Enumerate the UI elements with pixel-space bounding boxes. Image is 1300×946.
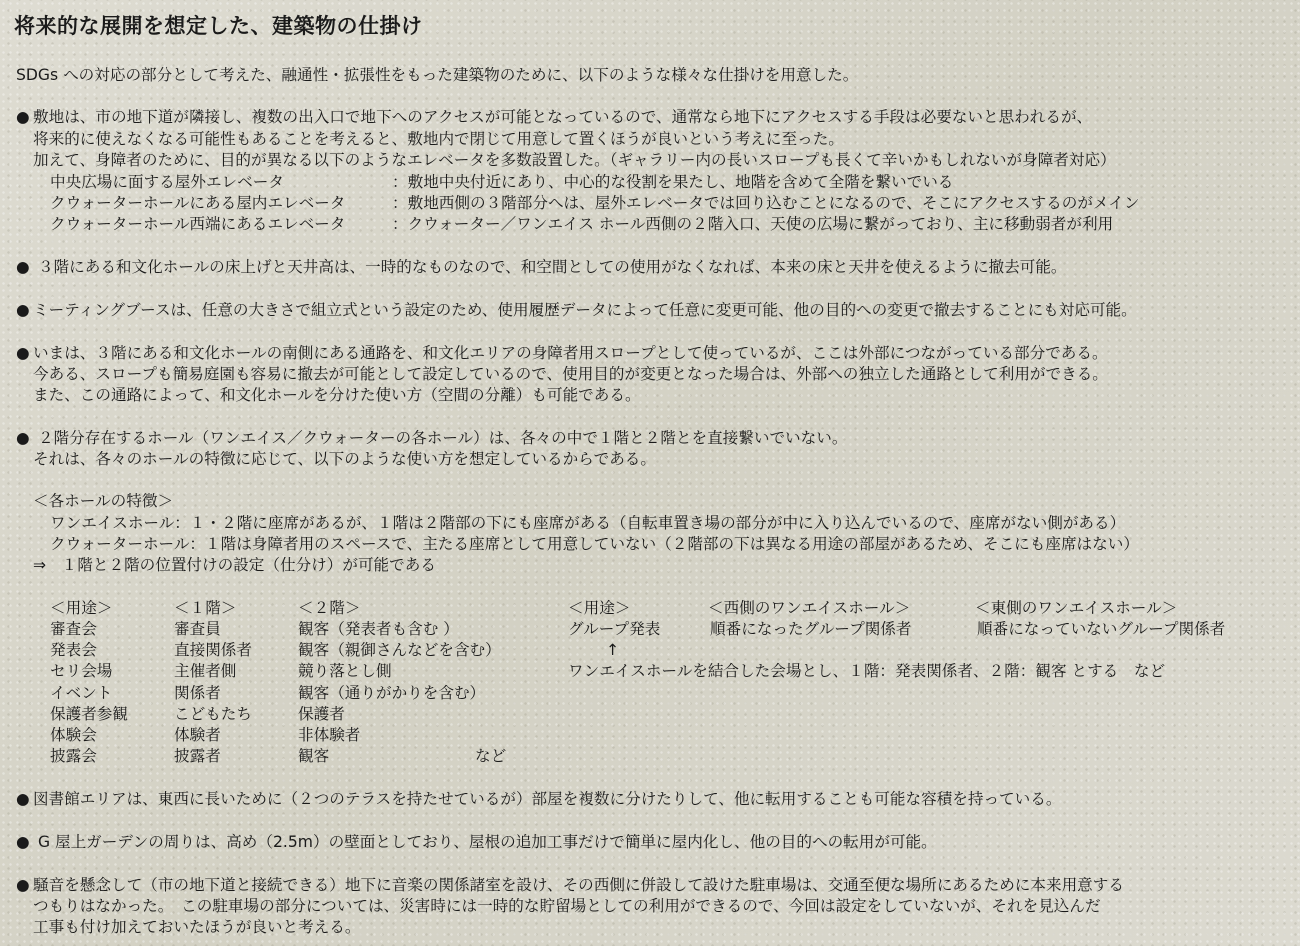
table-cell: 保護者 bbox=[298, 705, 345, 723]
table-cell: 非体験者 bbox=[298, 726, 361, 744]
table-cell: 保護者参観 bbox=[50, 705, 128, 723]
paragraph-line: 敷地は、市の地下道が隣接し、複数の出入口で地下へのアクセスが可能となっているので、通常なら地下にアクセスする手段は必要ないと思われるが、 bbox=[33, 108, 1093, 126]
paragraph-line: 今ある、スロープも簡易庭園も容易に撤去が可能として設定しているので、使用目的が変更となった場合は、外部への独立した通路として利用ができる。 bbox=[33, 365, 1108, 383]
bullet-icon: ● bbox=[16, 833, 30, 851]
bullet-icon: ● bbox=[16, 876, 30, 894]
paragraph-line: また、この通路によって、和文化ホールを分けた使い方（空間の分離）も可能である。 bbox=[33, 386, 641, 404]
paragraph-line: 加えて、身障者のために、目的が異なる以下のようなエレベータを多数設置した。（ギャラリー内の長いスロープも長くて辛いかもしれないが身障者対応） bbox=[33, 151, 1116, 169]
section-halls bbox=[16, 428, 847, 449]
elevator-description: ：クウォーター／ワンエイス ホール西側の２階入口、天使の広場に繋がっており、主に移動弱者が利用 bbox=[392, 215, 1114, 233]
paragraph-line: 工事も付け加えておいたほうが良いと考える。 bbox=[33, 918, 361, 936]
table-cell: 観客（親御さんなどを含む） bbox=[298, 641, 501, 659]
paragraph-line: ミーティングブースは、任意の大きさで組立式という設定のため、使用履歴データによって任意に変更可能、他の目的への変更で撤去することにも対応可能。 bbox=[33, 301, 1137, 319]
column-header: ＜東側のワンエイスホール＞ bbox=[975, 599, 1178, 617]
paragraph-line: つもりはなかった。 この駐車場の部分については、災害時には一時的な貯留場としての利用ができるので、今回は設定をしていないが、それを見込んだ bbox=[33, 897, 1101, 915]
bullet-icon: ● bbox=[16, 258, 30, 276]
table-cell: 体験者 bbox=[174, 726, 221, 744]
table-note: ワンエイスホールを結合した会場とし、１階：発表関係者、２階：観客 とする など bbox=[568, 662, 1166, 680]
feature-line: ワンエイスホール：１・２階に座席があるが、１階は２階部の下にも座席がある（自転車置き場の部分が中に入り込んでいるので、座席がない側がある） bbox=[50, 514, 1126, 532]
section-roof-garden bbox=[16, 832, 937, 853]
table-cell: 観客（発表者も含む ） bbox=[298, 620, 459, 638]
section-parking bbox=[16, 875, 1124, 896]
table-cell: こどもたち bbox=[174, 705, 252, 723]
table-cell: 披露会 bbox=[50, 747, 97, 765]
bullet-icon: ● bbox=[16, 108, 30, 126]
paragraph-line: ２階分存在するホール（ワンエイス／クウォーターの各ホール）は、各々の中で１階と２階とを直接繋いでいない。 bbox=[33, 429, 848, 447]
paragraph-line: 図書館エリアは、東西に長いために（２つのテラスを持たせているが）部屋を複数に分けたりして、他に転用することも可能な容積を持っている。 bbox=[33, 790, 1062, 808]
column-header: ＜西側のワンエイスホール＞ bbox=[708, 599, 911, 617]
intro-text: SDGs への対応の部分として考えた、融通性・拡張性をもった建築物のために、以下のような様々な仕掛けを用意した。 bbox=[16, 66, 859, 84]
paragraph-line: いまは、３階にある和文化ホールの南側にある通路を、和文化エリアの身障者用スロープとして使っているが、ここは外部につながっている部分である。 bbox=[33, 344, 1108, 362]
paragraph-line: G 屋上ガーデンの周りは、高め（2.5m）の壁面としており、屋根の追加工事だけで簡単に屋内化し、他の目的への転用が可能。 bbox=[33, 833, 937, 851]
table-cell: 主催者側 bbox=[174, 662, 237, 680]
column-header: ＜２階＞ bbox=[298, 599, 361, 617]
table-cell: 発表会 bbox=[50, 641, 97, 659]
bullet-icon: ● bbox=[16, 429, 30, 447]
elevator-description: ：敷地西側の３階部分へは、屋外エレベータでは回り込むことになるので、そこにアクセスするのがメイン bbox=[392, 194, 1140, 212]
table-cell: 順番になったグループ関係者 bbox=[710, 620, 912, 638]
up-arrow-icon: ↑ bbox=[606, 641, 620, 659]
table-cell: 関係者 bbox=[174, 684, 221, 702]
paragraph-line: 騒音を懸念して（市の地下道と接続できる）地下に音楽の関係諸室を設け、その西側に併設して設けた駐車場は、交通至便な場所にあるために本来用意する bbox=[33, 876, 1124, 894]
page-title: 将来的な展開を想定した、建築物の仕掛け bbox=[14, 14, 423, 38]
paragraph-line: それは、各々のホールの特徴に応じて、以下のような使い方を想定しているからである。 bbox=[33, 450, 656, 468]
section-japanese-hall bbox=[16, 257, 1067, 278]
column-header: ＜用途＞ bbox=[50, 599, 113, 617]
table-cell: 体験会 bbox=[50, 726, 97, 744]
table-cell: 順番になっていないグループ関係者 bbox=[977, 620, 1226, 638]
table-cell: 審査会 bbox=[50, 620, 97, 638]
feature-line: クウォーターホール：１階は身障者用のスペースで、主たる座席として用意していない（２階部の下は異なる用途の部屋があるため、そこにも座席はない） bbox=[50, 535, 1139, 553]
table-cell: セリ会場 bbox=[50, 662, 113, 680]
features-heading: ＜各ホールの特徴＞ bbox=[33, 492, 174, 510]
table-cell: 披露者 bbox=[174, 747, 221, 765]
table-cell: 観客（通りがかりを含む） bbox=[298, 684, 486, 702]
elevator-name: クウォーターホール西端にあるエレベータ bbox=[50, 215, 346, 233]
table-cell: 審査員 bbox=[174, 620, 221, 638]
section-library bbox=[16, 789, 1061, 810]
bullet-icon: ● bbox=[16, 790, 30, 808]
table-cell: グループ発表 bbox=[568, 620, 661, 638]
table-cell: 競り落とし側 bbox=[298, 662, 392, 680]
elevator-name: 中央広場に面する屋外エレベータ bbox=[50, 173, 284, 191]
table-cell: 直接関係者 bbox=[174, 641, 252, 659]
table-etc: など bbox=[475, 747, 507, 765]
elevator-description: ：敷地中央付近にあり、中心的な役割を果たし、地階を含めて全階を繋いでいる bbox=[392, 173, 954, 191]
paragraph-line: 将来的に使えなくなる可能性もあることを考えると、敷地内で閉じて用意して置くほうが良いという考えに至った。 bbox=[33, 130, 844, 148]
bullet-icon: ● bbox=[16, 301, 30, 319]
column-header: ＜用途＞ bbox=[568, 599, 631, 617]
feature-conclusion: ⇒ １階と２階の位置付けの設定（仕分け）が可能である bbox=[33, 556, 436, 574]
table-cell: 観客 bbox=[298, 747, 330, 765]
section-site-access bbox=[16, 107, 1092, 128]
column-header: ＜１階＞ bbox=[174, 599, 237, 617]
section-passage bbox=[16, 343, 1108, 364]
paragraph-line: ３階にある和文化ホールの床上げと天井高は、一時的なものなので、和空間としての使用がなくなれば、本来の床と天井を使えるように撤去可能。 bbox=[33, 258, 1067, 276]
bullet-icon: ● bbox=[16, 344, 30, 362]
elevator-name: クウォーターホールにある屋内エレベータ bbox=[50, 194, 346, 212]
table-cell: イベント bbox=[50, 684, 113, 702]
section-meeting-booth bbox=[16, 300, 1137, 321]
